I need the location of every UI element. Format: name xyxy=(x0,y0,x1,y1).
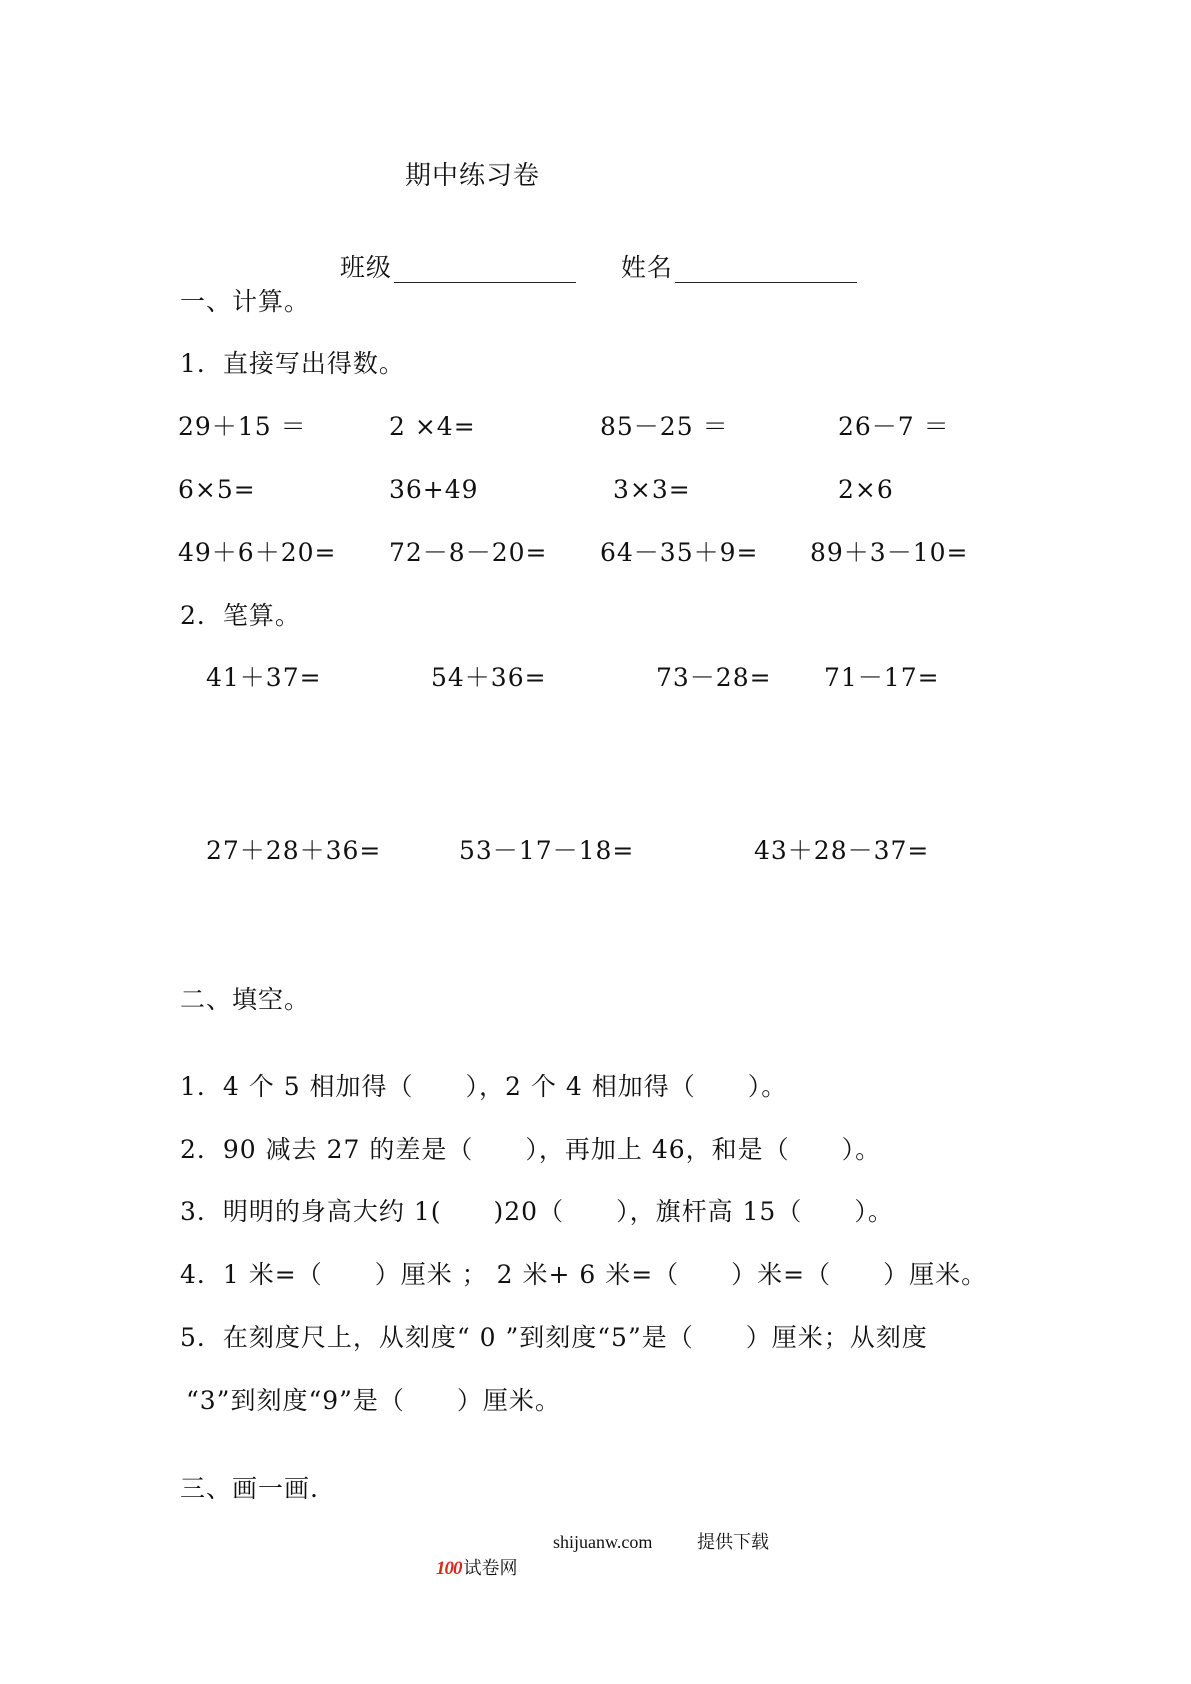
written-problem: 27＋28＋36= xyxy=(206,836,382,865)
fill-blank-item: 5．在刻度尺上，从刻度“ 0 ”到刻度“5”是（ ）厘米；从刻度 xyxy=(180,1323,928,1352)
fill-blank-item: “3”到刻度“9”是（ ）厘米。 xyxy=(186,1386,561,1415)
oral-problem: 29＋15 ＝ xyxy=(178,412,307,441)
written-problem: 54＋36= xyxy=(431,663,547,692)
written-problem: 53－17－18= xyxy=(459,836,635,865)
fill-blank-item: 2．90 减去 27 的差是（ ），再加上 46，和是（ ）。 xyxy=(180,1135,882,1164)
name-blank[interactable] xyxy=(675,258,857,283)
class-label: 班级 xyxy=(339,253,392,282)
fill-blank-item: 1．4 个 5 相加得（ ），2 个 4 相加得（ ）。 xyxy=(180,1072,788,1101)
section-3-heading: 三、画一画. xyxy=(180,1474,319,1503)
oral-problem: 64－35＋9= xyxy=(600,538,759,567)
part-1-heading: 1．直接写出得数。 xyxy=(180,349,405,378)
fill-blank-item: 3．明明的身高大约 1( )20（ ），旗杆高 15（ ）。 xyxy=(180,1197,894,1226)
oral-problem: 72－8－20= xyxy=(389,538,548,567)
oral-problem: 3×3= xyxy=(613,475,691,504)
oral-problem: 49＋6＋20= xyxy=(178,538,337,567)
written-problem: 71－17= xyxy=(824,663,940,692)
oral-problem: 26－7 ＝ xyxy=(838,412,950,441)
page-title: 期中练习卷 xyxy=(405,161,541,191)
name-label: 姓名 xyxy=(620,253,673,282)
written-problem: 43＋28－37= xyxy=(754,836,930,865)
logo-number: 100 xyxy=(436,1558,462,1579)
written-problem: 41＋37= xyxy=(206,663,322,692)
footer-note: 提供下载 xyxy=(697,1532,769,1552)
written-problem: 73－28= xyxy=(656,663,772,692)
footer-site[interactable]: shijuanw.com xyxy=(553,1532,653,1552)
oral-problem: 36+49 xyxy=(389,475,479,504)
logo-text: 试卷网 xyxy=(463,1558,518,1578)
name-field xyxy=(603,223,857,283)
footer-logo xyxy=(427,1529,518,1579)
oral-problem: 85－25 ＝ xyxy=(600,412,729,441)
fill-blank-item: 4．1 米=（ ）厘米 ； 2 米+ 6 米=（ ）米=（ ）厘米。 xyxy=(180,1260,988,1289)
oral-problem: 2×6 xyxy=(838,475,894,504)
class-blank[interactable] xyxy=(394,258,576,283)
part-2-heading: 2．笔算。 xyxy=(180,601,301,630)
class-field xyxy=(322,223,576,283)
section-1-heading: 一、计算。 xyxy=(180,287,311,316)
oral-problem: 2 ×4= xyxy=(389,412,476,441)
oral-problem: 89＋3－10= xyxy=(810,538,969,567)
oral-problem: 6×5= xyxy=(178,475,256,504)
section-2-heading: 二、填空。 xyxy=(180,985,311,1014)
